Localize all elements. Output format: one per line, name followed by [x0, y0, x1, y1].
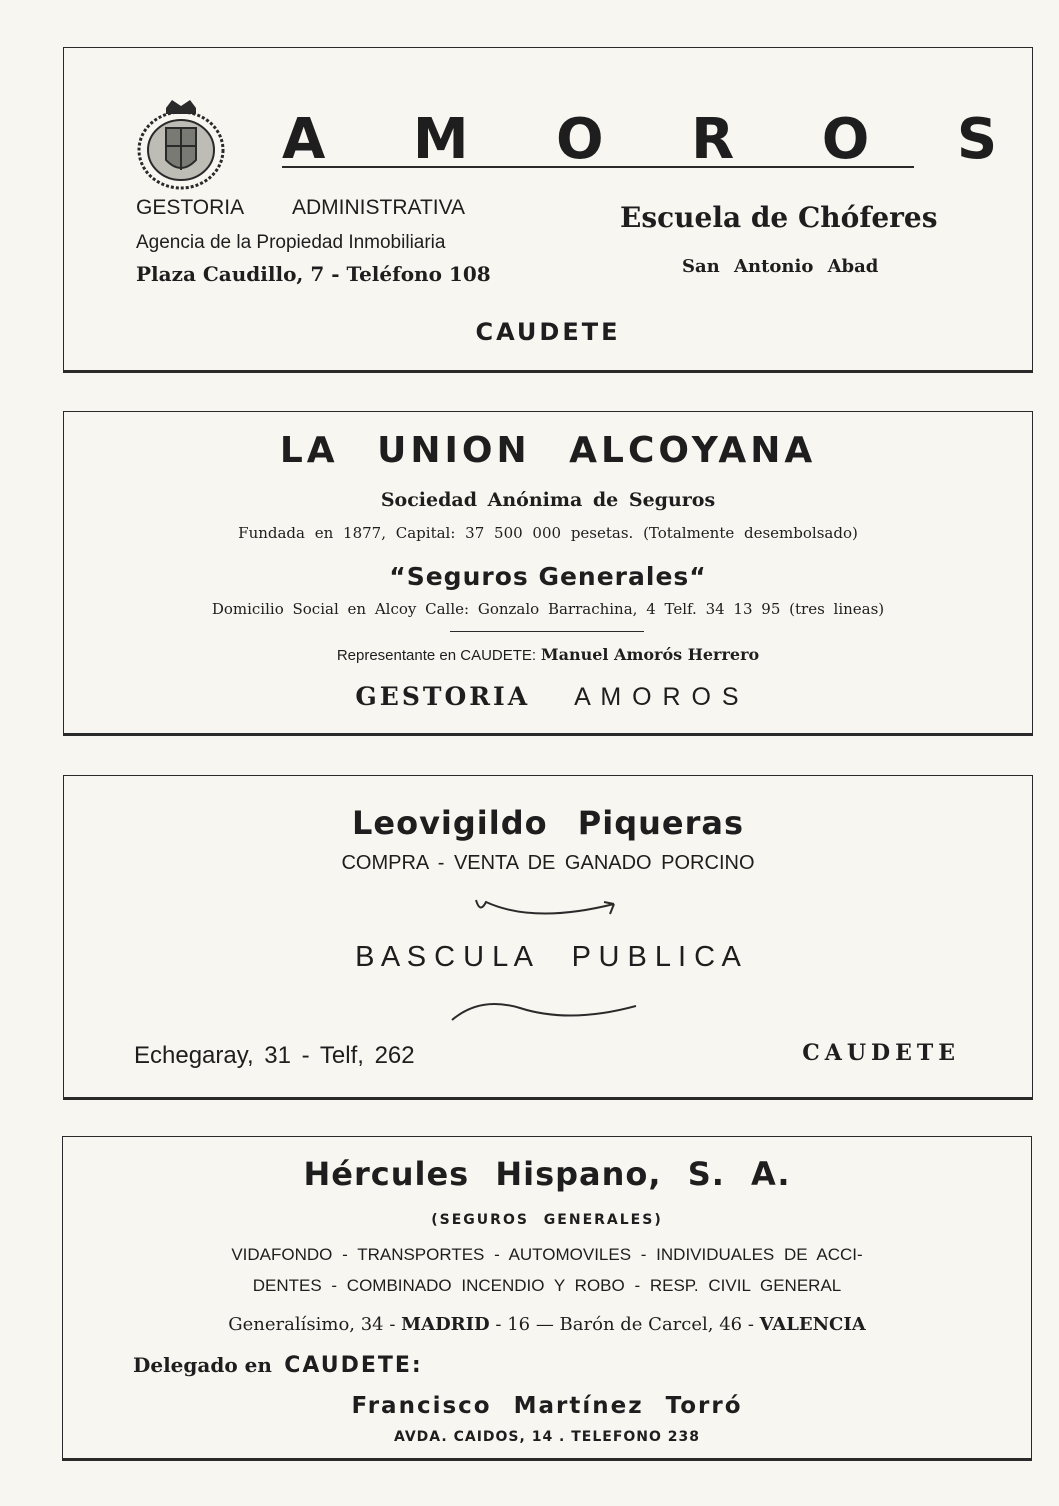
footer-gestoria: GESTORIA	[355, 682, 531, 711]
delegado-label: Delegado en	[133, 1353, 272, 1377]
union-slogan: “Seguros Generales“	[389, 562, 707, 591]
gestoria-label: GESTORIA	[136, 196, 245, 219]
address-valencia: VALENCIA	[759, 1314, 866, 1335]
delegado-name: Francisco Martínez Torró	[351, 1393, 743, 1419]
delegado-address: AVDA. CAIDOS, 14 . TELEFONO 238	[393, 1429, 701, 1445]
swash-ornament-top	[474, 894, 624, 920]
piqueras-subtitle: COMPRA - VENTA DE GANADO PORCINO	[341, 852, 755, 874]
union-representative	[64, 645, 1032, 664]
footer-amoros: A M O R O S	[574, 683, 741, 711]
amoros-title: A M O R O S	[282, 107, 1032, 172]
bascula-publica: B A S C U L A P U B L I C A	[355, 941, 741, 973]
piqueras-advert	[63, 775, 1033, 1100]
coat-of-arms-icon	[136, 98, 226, 190]
title-rule	[282, 166, 914, 168]
hercules-subtitle: (SEGUROS GENERALES)	[431, 1212, 663, 1228]
administrativa-label: ADMINISTRATIVA	[292, 196, 466, 219]
representative-label: Representante en CAUDETE:	[336, 647, 537, 664]
union-address: Domicilio Social en Alcoy Calle: Gonzalo Barrachina, 4 Telf. 34 13 95 (tres lineas)	[211, 600, 885, 618]
union-alcoyana-advert	[63, 411, 1033, 736]
delegado-line	[133, 1353, 423, 1378]
piqueras-title: Leovigildo Piqueras	[351, 804, 744, 842]
swash-ornament-bottom	[450, 994, 640, 1026]
piqueras-address: Echegaray, 31 - Telf, 262	[134, 1042, 415, 1069]
union-footer	[64, 682, 1032, 712]
school-title: Escuela de Chóferes	[620, 201, 938, 234]
union-title: LA UNION ALCOYANA	[279, 430, 817, 471]
address-valencia-street: - 16 — Barón de Carcel, 46 -	[495, 1314, 754, 1335]
agencia-line: Agencia de la Propiedad Inmobiliaria	[136, 232, 446, 253]
union-subtitle: Sociedad Anónima de Seguros	[380, 489, 716, 511]
hercules-addresses	[63, 1314, 1031, 1335]
representative-name: Manuel Amorós Herrero	[540, 645, 760, 664]
coverage-line-1: VIDAFONDO - TRANSPORTES - AUTOMOVILES - INDIVIDUALES DE ACCI-	[231, 1245, 863, 1264]
union-founded: Fundada en 1877, Capital: 37 500 000 pesetas. (Totalmente desembolsado)	[238, 524, 858, 542]
address-madrid: MADRID	[401, 1314, 490, 1335]
hercules-title: Hércules Hispano, S. A.	[303, 1155, 791, 1193]
hercules-advert	[62, 1136, 1032, 1461]
delegado-town: CAUDETE:	[284, 1353, 423, 1378]
piqueras-town: CAUDETE	[802, 1040, 960, 1066]
amoros-town: CAUDETE	[475, 318, 621, 346]
school-subtitle: San Antonio Abad	[682, 256, 879, 277]
coverage-line-2: DENTES - COMBINADO INCENDIO Y ROBO - RESP. CIVIL GENERAL	[252, 1276, 842, 1295]
amoros-advert	[63, 47, 1033, 373]
amoros-address: Plaza Caudillo, 7 - Teléfono 108	[136, 262, 491, 286]
union-rule	[450, 631, 644, 632]
address-madrid-street: Generalísimo, 34 -	[228, 1314, 396, 1335]
